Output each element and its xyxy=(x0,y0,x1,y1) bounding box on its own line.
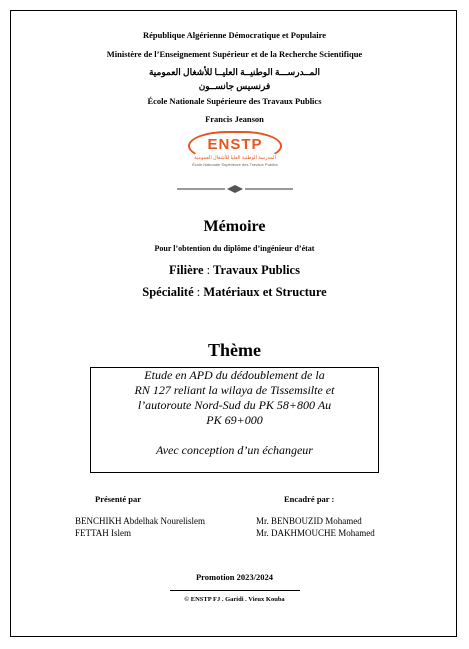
filiere-value: Travaux Publics xyxy=(213,263,300,277)
logo-subtitle-arabic: المدرسة الوطنية العليا للأشغال العمومية xyxy=(194,156,276,161)
enstp-logo xyxy=(188,131,282,173)
logo-subtitle: École Nationale Supérieure des Travaux Publics xyxy=(192,162,278,167)
logo-name: ENSTP xyxy=(207,136,263,153)
footer-address: © ENSTP FJ . Garidi . Vieux Kouba xyxy=(184,596,285,603)
filiere-label: Filière xyxy=(169,263,204,277)
header-francis: Francis Jeanson xyxy=(205,114,264,124)
subject-text xyxy=(90,368,379,428)
supervisor-name: Mr. BENBOUZID Mohamed xyxy=(256,516,362,526)
footer-rule xyxy=(170,590,300,591)
header-school: École Nationale Supérieure des Travaux Publics xyxy=(147,96,322,106)
subject-extra: Avec conception d’un échangeur xyxy=(156,443,313,457)
subject-line: PK 69+000 xyxy=(206,413,263,427)
document-type: Mémoire xyxy=(203,218,266,235)
header-francis-arabic: فرنسيس جانســون xyxy=(198,81,271,91)
header-republic: République Algérienne Démocratique et Populaire xyxy=(142,30,327,40)
student-name: BENCHIKH Abdelhak Nourelislem xyxy=(75,516,205,526)
specialite-label: Spécialité xyxy=(142,285,194,299)
promotion-year: Promotion 2023/2024 xyxy=(195,572,274,582)
subject-line: l’autoroute Nord-Sud du PK 58+800 Au xyxy=(137,398,332,412)
theme-heading: Thème xyxy=(208,340,261,360)
filiere-separator: : xyxy=(206,263,211,277)
header-ministry: Ministère de l’Enseignement Supérieur et de la Recherche Scientifique xyxy=(106,49,363,59)
subject-line: RN 127 reliant la wilaya de Tissemsilte et xyxy=(134,383,335,397)
specialite-separator: : xyxy=(196,285,201,299)
supervised-by-label: Encadré par : xyxy=(284,494,335,504)
degree-line: Pour l’obtention du diplôme d’ingénieur d’état xyxy=(154,244,315,253)
supervisor-name: Mr. DAKHMOUCHE Mohamed xyxy=(256,528,375,538)
specialite-line xyxy=(0,285,469,300)
specialite-value: Matériaux et Structure xyxy=(203,285,327,299)
filiere-line xyxy=(0,263,469,278)
subject-line: Etude en APD du dédoublement de la xyxy=(144,368,325,382)
ornament-divider xyxy=(177,184,293,194)
header-school-arabic: المــدرســـة الوطنيــة العليــا للأشغال العمومية xyxy=(148,67,321,77)
presented-by-label: Présenté par xyxy=(95,494,142,504)
student-name: FETTAH Islem xyxy=(75,528,132,538)
